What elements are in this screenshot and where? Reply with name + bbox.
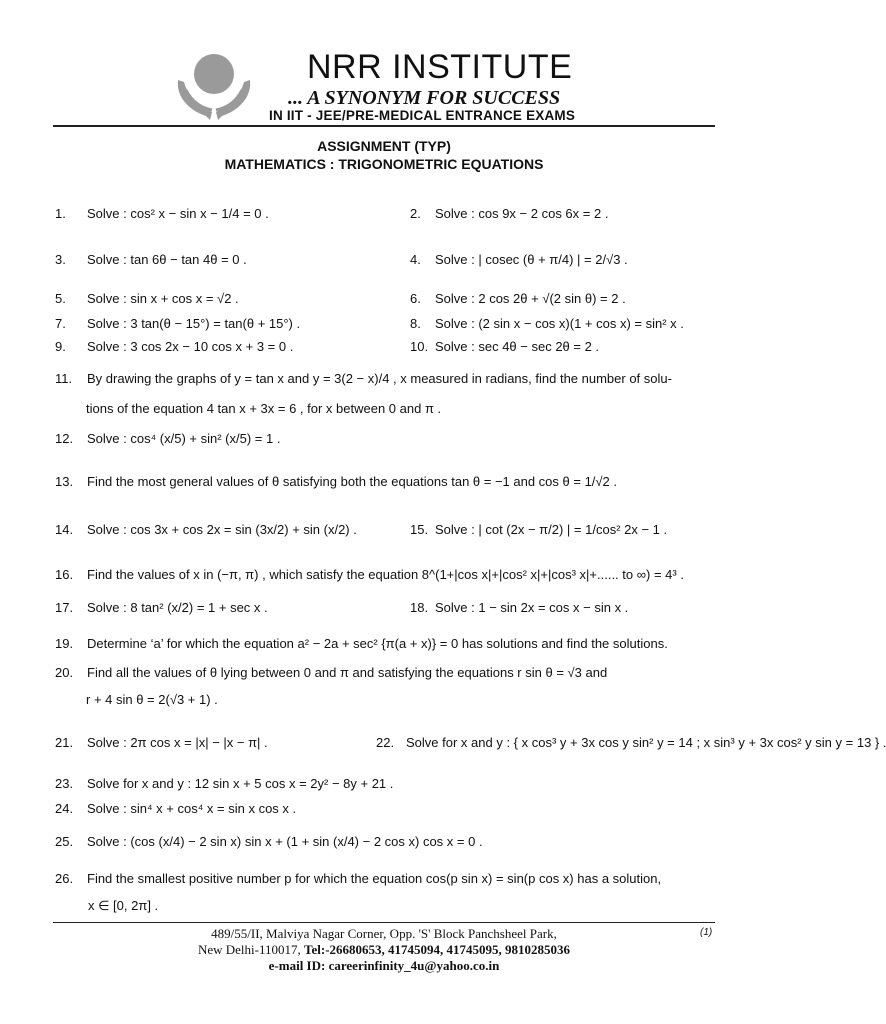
subject-title: MATHEMATICS : TRIGONOMETRIC EQUATIONS: [224, 156, 544, 172]
institute-logo-icon: [172, 50, 256, 124]
footer-email-link[interactable]: careerinfinity_4u@yahoo.co.in: [328, 958, 500, 973]
assignment-title: ASSIGNMENT (TYP): [317, 138, 451, 154]
footer-divider: [53, 922, 715, 923]
footer-email-line: [0, 958, 768, 974]
problem-26-continued: x ∈ [0, 2π] .: [88, 898, 159, 913]
problem-11-continued: tions of the equation 4 tan x + 3x = 6 , for x between 0 and π .: [86, 401, 442, 416]
footer-address-line2: [0, 942, 768, 958]
brand-tagline: ... A SYNONYM FOR SUCCESS: [288, 87, 561, 109]
problem-20-continued: r + 4 sin θ = 2(√3 + 1) .: [86, 692, 218, 707]
header-divider: [53, 125, 715, 127]
page-number: (1): [700, 927, 713, 938]
footer-address-line1: 489/55/II, Malviya Nagar Corner, Opp. 'S' Block Panchsheel Park,: [211, 926, 557, 941]
footer-city: New Delhi-110017,: [197, 942, 301, 957]
document-page: NRR INSTITUTE ... A SYNONYM FOR SUCCESS IN IIT - JEE/PRE-MEDICAL ENTRANCE EXAMS ASSIGNMENT (TYP) MATHEMATICS : TRIGONOMETRIC EQUATIONS 1. Solve : cos² x − sin x − 1/4 = 0 . 2. Solve : cos 9x − 2 cos 6x = 2 . 3. Solve : tan 6θ − tan 4θ = 0 . 4. Solve : | cosec (θ + π/4) | = 2/√3 . 5. Solve : sin x + cos x = √2 . 6. Solve : 2 cos 2θ + √(2 sin θ) = 2 . 7. Solve : 3 tan(θ − 15°) = tan(θ + 15°) . 8. Solve : (2 sin x − cos x)(1 + cos x) = sin² x . 9. Solve : 3 cos 2x − 10 cos x + 3 = 0 . 10. Solve : sec 4θ − sec 2θ = 2 . 11. By drawing the graphs of y = tan x and y = 3(2 − x)/4 , x measured in radians, find the number of solu- tions of the equation 4 tan x + 3x = 6 , for x between 0 and π . 12. Solve : cos⁴ (x/5) + sin² (x/5) = 1 . 13. Find the most general values of θ satisfying both the equations tan θ = −1 and cos θ = 1/√2 . 14. Solve : cos 3x + cos 2x = sin (3x/2) + sin (x/2) . 15. Solve : | cot (2x − π/2) | = 1/cos² 2x − 1 . 16. Find the values of x in (−π, π) , which satisfy the equation 8^(1+|cos x|+|cos² x|+|cos³ x|+...... to ∞) = 4³ . 17. Solve : 8 tan² (x/2) = 1 + sec x . 18. Solve : 1 − sin 2x = cos x − sin x . 19. Determine ‘a’ for which the equation a² − 2a + sec² {π(a + x)} = 0 has solutions and find the solutions. 20. Find all the values of θ lying between 0 and π and satisfying the equations r sin θ = √3 and r + 4 sin θ = 2(√3 + 1) . 21. Solve : 2π cos x = |x| − |x − π| . 22. Solve for x and y : { x cos³ y + 3x cos y sin² y = 14 ; x sin³ y + 3x cos² y sin y = 13 } . 23. Solve for x and y : 12 sin x + 5 cos x = 2y² − 8y + 21 . 24. Solve : sin⁴ x + cos⁴ x = sin x cos x . 25. Solve : (cos (x/4) − 2 sin x) sin x + (1 + sin (x/4) − 2 cos x) cos x = 0 . 26. Find the smallest positive number p for which the equation cos(p sin x) = sin(p cos x) has a solution, x ∈ [0, 2π] . (1) 489/55/II, Malviya Nagar Corner, Opp. 'S' Block Panchsheel Park, New Delhi-110017, Tel:-26680653, 41745094, 41745095, 9810285036 e-mail ID: careerinfinity_4u@yahoo.co.in: [0, 0, 768, 1024]
footer-phone: Tel:-26680653, 41745094, 41745095, 9810285036: [304, 942, 571, 957]
brand-name: NRR INSTITUTE: [307, 48, 573, 86]
footer-email-label: e-mail ID:: [268, 958, 326, 973]
brand-subtitle: IN IIT - JEE/PRE-MEDICAL ENTRANCE EXAMS: [269, 108, 576, 123]
